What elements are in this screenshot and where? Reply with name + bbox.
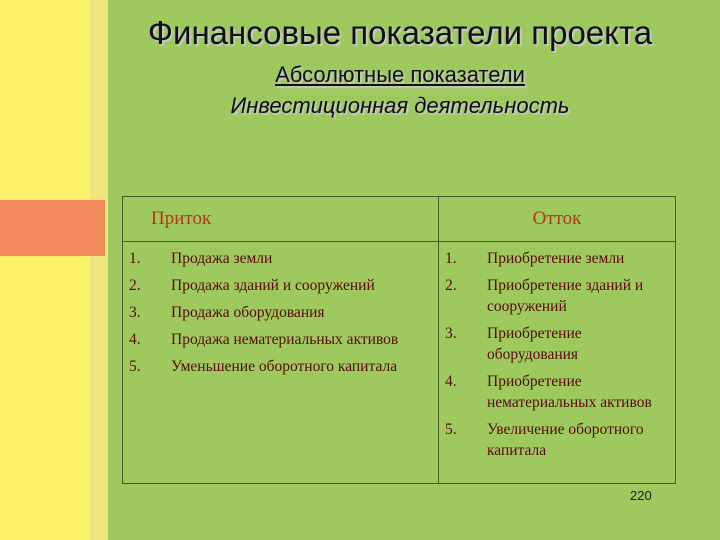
slide-subtitle: Абсолютные показатели: [275, 62, 525, 87]
item-text: Приобретение земли: [487, 250, 625, 267]
item-text: Уменьшение оборотного капитала: [171, 358, 398, 375]
decor-thin-stripe: [90, 0, 108, 540]
list-item: [129, 275, 430, 296]
item-number: 5.: [445, 421, 457, 438]
page-number: 220: [630, 488, 652, 503]
item-number: 2.: [129, 277, 141, 294]
item-text: Продажа земли: [171, 250, 273, 267]
decor-yellow-stripe: [0, 0, 90, 540]
item-text: Увеличение оборотного капитала: [487, 421, 644, 459]
list-item: [445, 323, 667, 365]
list-item: [129, 248, 430, 269]
list-item: [129, 356, 430, 377]
list-item: [445, 371, 667, 413]
list-item: [445, 419, 667, 461]
item-number: 3.: [129, 304, 141, 321]
item-text: Приобретение нематериальных активов: [487, 373, 652, 411]
item-number: 5.: [129, 358, 141, 375]
slide-title: Финансовые показатели проекта: [147, 14, 653, 51]
outflow-list: [445, 248, 667, 461]
list-item: [129, 329, 430, 350]
table-row: [123, 242, 676, 484]
item-number: 4.: [445, 373, 457, 390]
table-header-row: [123, 197, 676, 242]
item-text: Продажа нематериальных активов: [171, 331, 399, 348]
item-text: Продажа зданий и сооружений: [171, 277, 375, 294]
header-inflow: Приток: [123, 197, 439, 242]
item-text: Приобретение зданий и сооружений: [487, 277, 644, 315]
item-text: Приобретение оборудования: [487, 325, 582, 363]
inflow-list: [129, 248, 430, 377]
item-number: 2.: [445, 277, 457, 294]
item-number: 3.: [445, 325, 457, 342]
list-item: [445, 248, 667, 269]
header-outflow: Отток: [439, 197, 676, 242]
item-number: 4.: [129, 331, 141, 348]
slide-subtitle-italic: Инвестиционная деятельность: [230, 93, 570, 118]
list-item: [129, 302, 430, 323]
outflow-cell: [439, 242, 676, 484]
inflow-cell: [123, 242, 439, 484]
cashflow-table: [122, 196, 676, 484]
item-number: 1.: [445, 250, 457, 267]
item-text: Продажа оборудования: [171, 304, 325, 321]
item-number: 1.: [129, 250, 141, 267]
list-item: [445, 275, 667, 317]
decor-orange-block: [0, 200, 105, 256]
